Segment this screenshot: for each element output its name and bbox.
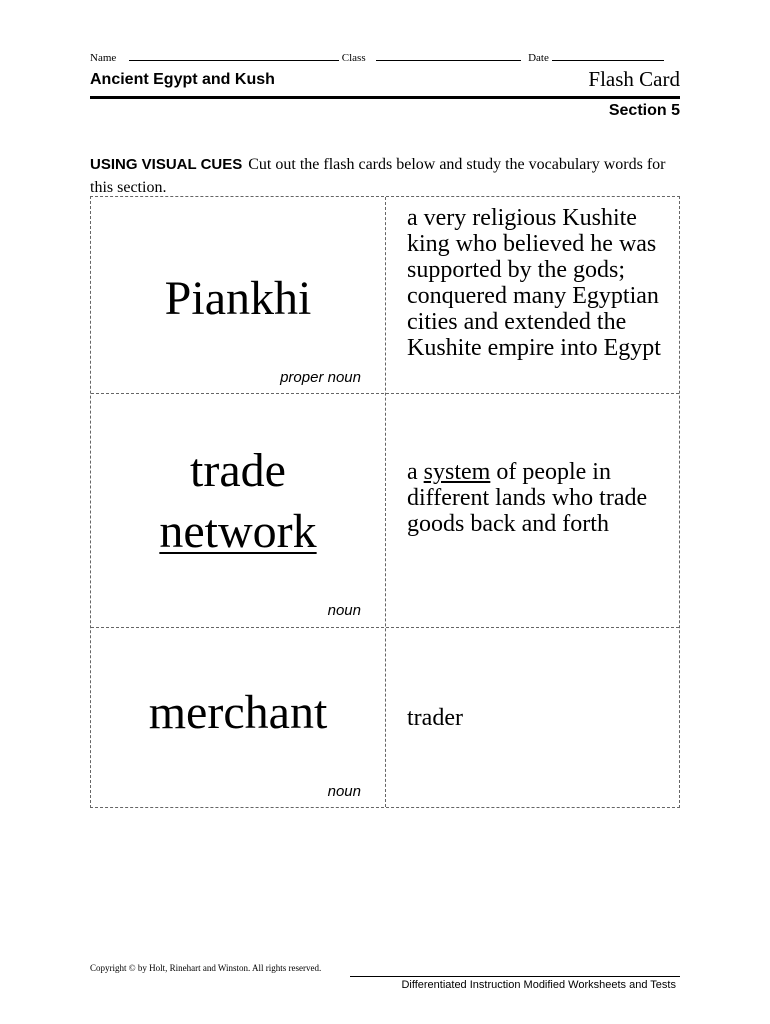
footer-rule [350,976,680,977]
instructions-text: Cut out the flash cards below and study the vocabulary words for this section. [90,156,666,196]
name-blank[interactable] [129,51,339,61]
instructions [90,153,680,199]
card-term-piankhi: Piankhi [164,272,312,325]
header-rule [90,96,680,99]
cut-line-1 [91,393,679,394]
cut-line-2 [91,627,679,628]
date-blank[interactable] [552,51,664,61]
section-number: Section 5 [608,102,680,119]
card-definition [407,459,669,537]
card-term-merchant: merchant [148,686,328,739]
name-label: Name [90,52,117,64]
definition-underlined-word: system [423,459,491,485]
date-label: Date [528,52,549,64]
cut-line-vertical [385,197,386,807]
document-type: Flash Card [588,67,680,91]
class-label: Class [341,52,366,64]
definition-part: a [407,459,424,485]
book-title: Differentiated Instruction Modified Worksheets and Tests [401,979,676,991]
card-term-underlined: network [159,505,317,558]
copyright-notice: Copyright © by Holt, Rinehart and Winston. All rights reserved. [90,963,322,973]
class-blank[interactable] [376,51,521,61]
flash-card-grid [90,196,680,808]
card-part-of-speech: proper noun [280,369,361,386]
card-definition: trader [407,705,463,731]
card-term-trade-network-line1: trade [190,444,286,497]
card-term-trade-network-line2 [91,502,385,562]
definition-part: of people in different lands who trade goods back and forth [407,459,648,537]
card-part-of-speech: noun [327,602,361,619]
student-info-line [90,51,680,64]
course-title: Ancient Egypt and Kush [90,71,275,88]
card-part-of-speech: noun [327,783,361,800]
instructions-lead: USING VISUAL CUES [90,156,243,173]
card-definition: a very religious Kushite king who believed he was supported by the gods; conquered many Egyptian cities and extended the Kushite empire into Egypt [407,205,661,361]
